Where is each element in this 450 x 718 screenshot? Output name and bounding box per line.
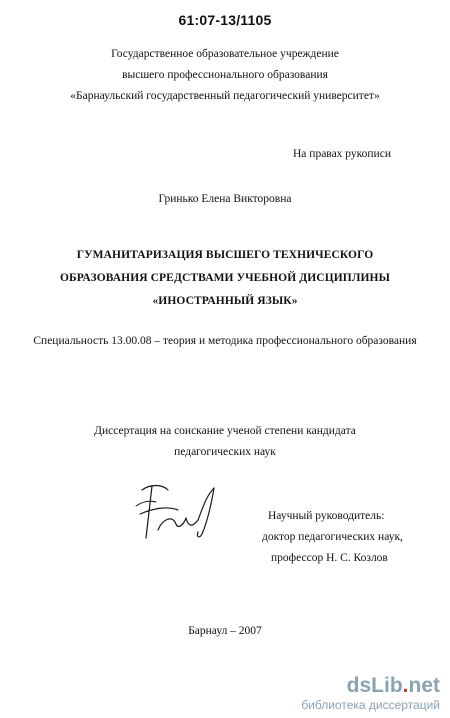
supervisor-block xyxy=(262,506,403,569)
organization-line-3: «Барнаульский государственный педагогический университет» xyxy=(70,90,380,102)
author-name: Гринько Елена Викторовна xyxy=(158,193,292,205)
supervisor-line-1: Научный руководитель: xyxy=(268,510,385,522)
handwritten-signature xyxy=(128,480,228,542)
specialty-line: Специальность 13.00.08 – теория и методика профессионального образования xyxy=(33,335,417,347)
supervisor-line-2: доктор педагогических наук, xyxy=(262,531,403,543)
organization-line-1: Государственное образовательное учреждение xyxy=(111,48,339,60)
degree-line-1: Диссертация на соискание ученой степени кандидата xyxy=(94,425,356,437)
watermark-tagline: библиотека диссертаций xyxy=(301,698,440,712)
title-line-2: ОБРАЗОВАНИЯ СРЕДСТВАМИ УЧЕБНОЙ ДИСЦИПЛИНЫ xyxy=(60,272,390,284)
watermark-brand-dot: . xyxy=(402,674,409,697)
watermark-brand-main: dsLib xyxy=(346,674,403,697)
dslib-watermark xyxy=(301,675,440,712)
dissertation-title xyxy=(0,244,450,313)
supervisor-line-3: профессор Н. С. Козлов xyxy=(271,552,388,564)
degree-statement xyxy=(0,421,450,463)
degree-line-2: педагогических наук xyxy=(174,446,276,458)
archive-stamp-number: 61:07-13/1105 xyxy=(178,12,272,28)
manuscript-rights-note: На правах рукописи xyxy=(293,148,391,160)
watermark-brand-tld: net xyxy=(408,674,440,697)
watermark-logo xyxy=(301,675,440,697)
organization-line-2: высшего профессионального образования xyxy=(122,69,328,81)
title-line-3: «ИНОСТРАННЫЙ ЯЗЫК» xyxy=(152,295,298,307)
title-line-1: ГУМАНИТАРИЗАЦИЯ ВЫСШЕГО ТЕХНИЧЕСКОГО xyxy=(76,249,374,261)
city-year: Барнаул – 2007 xyxy=(188,625,262,637)
organization-block xyxy=(0,44,450,107)
